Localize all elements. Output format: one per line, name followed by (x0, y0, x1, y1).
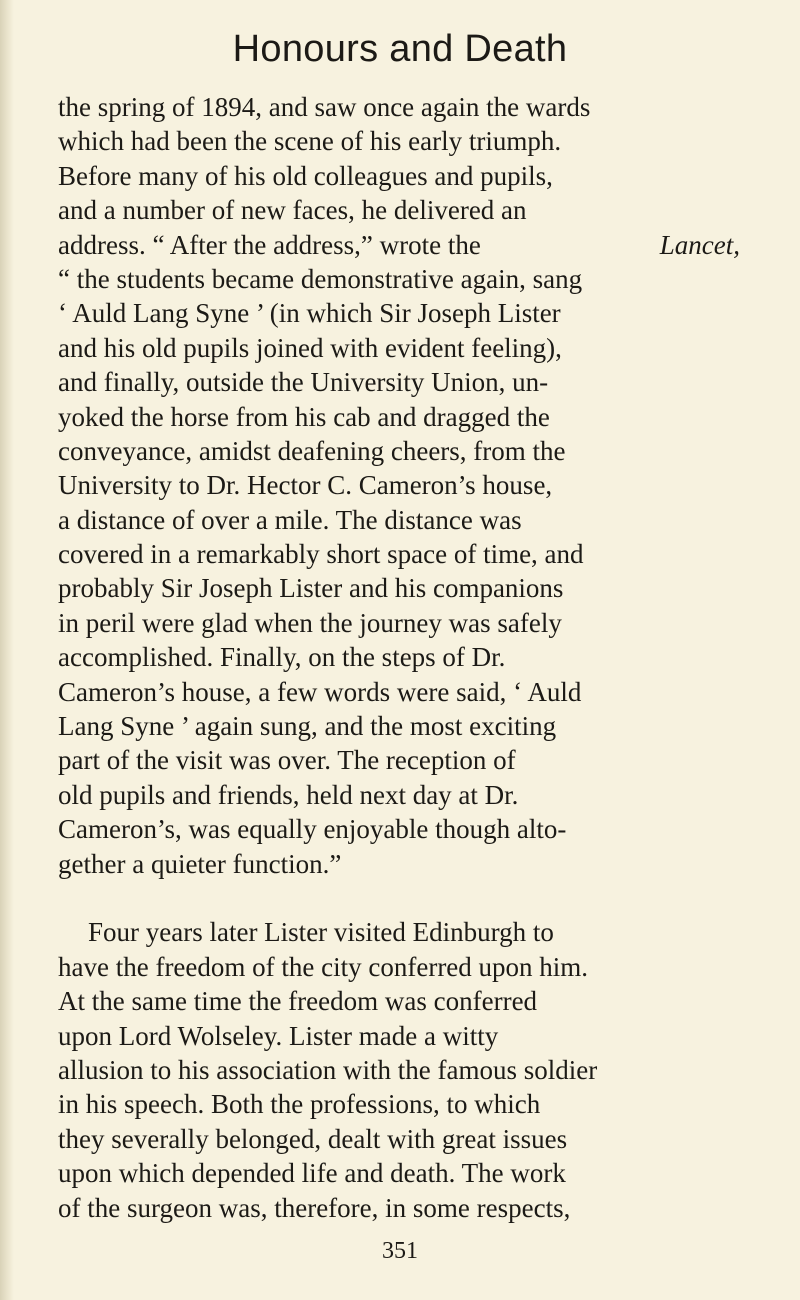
line-text: in peril were glad when the journey was safely (58, 607, 562, 638)
line-text: University to Dr. Hector C. Cameron’s house, (58, 470, 553, 501)
text-line (58, 1019, 740, 1053)
italic-journal-title: Lancet, (659, 229, 740, 260)
line-text: which had been the scene of his early triumph. (58, 126, 562, 157)
text-line (58, 90, 740, 124)
text-line (58, 503, 740, 537)
line-text: and finally, outside the University Union, un- (58, 367, 549, 398)
line-text: have the freedom of the city conferred upon him. (58, 951, 589, 982)
text-line (58, 881, 740, 915)
line-text: “ the students became demonstrative again, sang (58, 263, 583, 294)
text-line (58, 124, 740, 158)
line-text: and a number of new faces, he delivered an (58, 195, 527, 226)
text-line (58, 743, 740, 777)
line-text: gether a quieter function.” (58, 848, 342, 879)
text-line (58, 950, 740, 984)
text-line (58, 365, 740, 399)
line-text: old pupils and friends, held next day at Dr. (58, 779, 519, 810)
line-text: in his speech. Both the professions, to which (58, 1089, 541, 1120)
text-line (58, 984, 740, 1018)
line-text: a distance of over a mile. The distance was (58, 504, 522, 535)
line-text: Four years later Lister visited Edinburgh to (88, 917, 554, 948)
line-text: address. “ After the address,” wrote the (58, 229, 481, 260)
text-line (58, 915, 740, 949)
line-text: part of the visit was over. The reception of (58, 745, 516, 776)
text-line (58, 296, 740, 330)
text-line (58, 709, 740, 743)
line-text: covered in a remarkably short space of time, and (58, 539, 584, 570)
text-line (58, 331, 740, 365)
line-text: Before many of his old colleagues and pupils, (58, 160, 553, 191)
text-line (58, 468, 740, 502)
running-head-title: Honours and Death (232, 28, 568, 70)
text-line (58, 228, 740, 262)
line-text: upon Lord Wolseley. Lister made a witty (58, 1020, 499, 1051)
text-line (58, 537, 740, 571)
text-line (58, 1156, 740, 1190)
text-line (58, 640, 740, 674)
line-text: upon which depended life and death. The work (58, 1158, 566, 1189)
line-text: At the same time the freedom was conferred (58, 986, 538, 1017)
text-line (58, 434, 740, 468)
body-text (58, 90, 740, 1225)
line-text: accomplished. Finally, on the steps of Dr. (58, 642, 506, 673)
text-line (58, 812, 740, 846)
text-line (58, 1191, 740, 1225)
text-line (58, 1087, 740, 1121)
text-line (58, 400, 740, 434)
text-line (58, 1053, 740, 1087)
line-text: of the surgeon was, therefore, in some respects, (58, 1192, 571, 1223)
text-line (58, 847, 740, 881)
line-text: ‘ Auld Lang Syne ’ (in which Sir Joseph Lister (58, 298, 561, 329)
line-text: and his old pupils joined with evident feeling), (58, 332, 562, 363)
line-text: Cameron’s, was equally enjoyable though alto- (58, 814, 567, 845)
text-line (58, 606, 740, 640)
line-text: they severally belonged, dealt with great issues (58, 1123, 568, 1154)
text-line (58, 193, 740, 227)
text-line (58, 159, 740, 193)
line-text: probably Sir Joseph Lister and his companions (58, 573, 564, 604)
line-text: Lang Syne ’ again sung, and the most exciting (58, 711, 557, 742)
line-text: Cameron’s house, a few words were said, ‘ Auld (58, 676, 582, 707)
text-line (58, 778, 740, 812)
page-number: 351 (382, 1238, 418, 1264)
line-text: conveyance, amidst deafening cheers, from the (58, 435, 566, 466)
line-text: yoked the horse from his cab and dragged the (58, 401, 550, 432)
line-text: allusion to his association with the famous soldier (58, 1054, 598, 1085)
text-line (58, 1122, 740, 1156)
line-text: the spring of 1894, and saw once again the wards (58, 92, 591, 122)
text-line (58, 571, 740, 605)
text-line (58, 675, 740, 709)
text-line (58, 262, 740, 296)
